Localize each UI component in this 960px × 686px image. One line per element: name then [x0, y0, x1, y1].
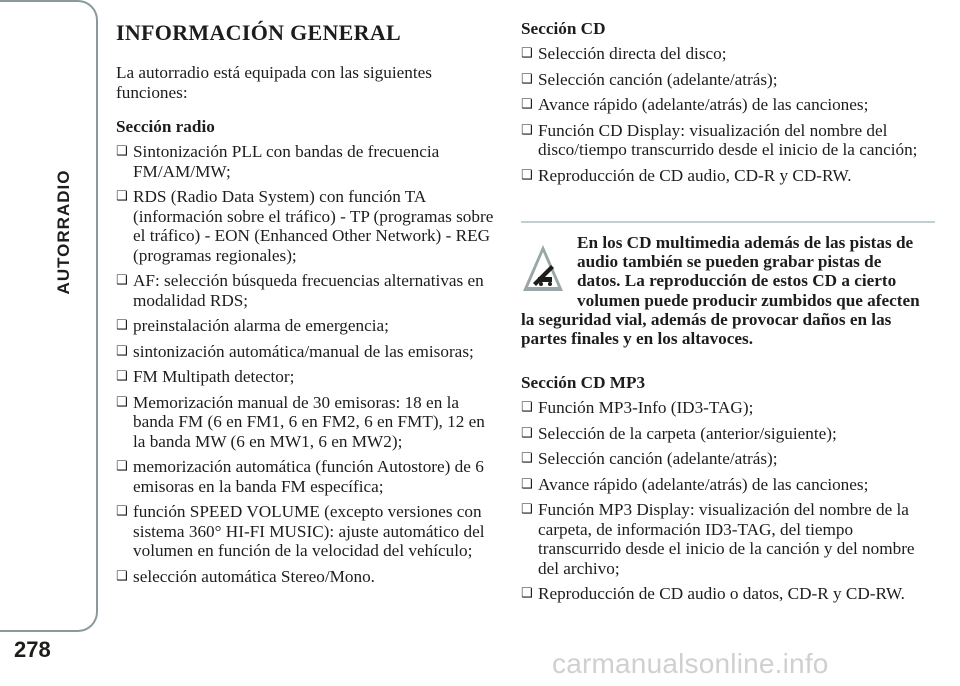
- page-title: INFORMACIÓN GENERAL: [116, 20, 401, 45]
- list-item: ❑ Avance rápido (adelante/atrás) de las canciones;: [521, 95, 921, 115]
- list-item: ❑ Función MP3-Info (ID3-TAG);: [521, 398, 921, 418]
- list-item: ❑ Función MP3 Display: visualización del nombre de la carpeta, de información ID3-TAG, del tiempo transcurrido desde el inicio de la canción y del nombre del archivo;: [521, 500, 921, 578]
- list-item: ❑ RDS (Radio Data System) con función TA (información sobre el tráfico) - TP (programas sobre el tráfico) - EON (Enhanced Other Network) - REG (programas regionales);: [116, 187, 500, 265]
- list-item: ❑ Selección de la carpeta (anterior/siguiente);: [521, 424, 921, 444]
- chapter-label-text: AUTORRADIO: [54, 169, 73, 295]
- list-item: ❑ Memorización manual de 30 emisoras: 18 en la banda FM (6 en FM1, 6 en FM2, 6 en FMT), 12 en la banda MW (6 en MW1, 6 en MW2);: [116, 393, 500, 452]
- intro-paragraph: La autorradio está equipada con las siguientes funciones:: [116, 63, 432, 102]
- left-column: [116, 18, 500, 592]
- cd-feature-list: [521, 44, 921, 185]
- list-item: ❑ AF: selección búsqueda frecuencias alternativas en modalidad RDS;: [116, 271, 500, 310]
- radio-section-heading: Sección radio: [116, 117, 215, 136]
- warning-triangle-icon: [521, 243, 565, 295]
- list-item: ❑ Función CD Display: visualización del nombre del disco/tiempo transcurrido desde el inicio de la canción;: [521, 121, 921, 160]
- list-item: ❑ Sintonización PLL con bandas de frecuencia FM/AM/MW;: [116, 142, 500, 181]
- mp3-feature-list: [521, 398, 921, 604]
- list-item: ❑ función SPEED VOLUME (excepto versiones con sistema 360° HI-FI MUSIC): ajuste automático del volumen en función de la velocidad del vehículo;: [116, 502, 500, 561]
- radio-feature-list: [116, 142, 500, 586]
- list-item: ❑ sintonización automática/manual de las emisoras;: [116, 342, 500, 362]
- list-item: ❑ Reproducción de CD audio o datos, CD-R y CD-RW.: [521, 584, 921, 604]
- warning-text: En los CD multimedia además de las pistas de audio también se pueden grabar pistas de datos. La reproducción de estos CD a cierto volumen puede producir zumbidos que afecten la seguridad vial, además de provocar daños en las partes finales y en los altavoces.: [521, 233, 920, 349]
- list-item: ❑ memorización automática (función Autostore) de 6 emisoras en la banda FM específica;: [116, 457, 500, 496]
- cd-section-heading: Sección CD: [521, 19, 606, 38]
- warning-divider: [521, 221, 935, 223]
- list-item: ❑ Reproducción de CD audio, CD-R y CD-RW.: [521, 166, 921, 186]
- watermark: carmanualsonline.info: [552, 648, 829, 679]
- warning-box: [521, 233, 921, 348]
- list-item: ❑ Selección canción (adelante/atrás);: [521, 449, 921, 469]
- chapter-side-tab: [0, 0, 98, 632]
- list-item: ❑ FM Multipath detector;: [116, 367, 500, 387]
- mp3-section-heading: Sección CD MP3: [521, 373, 646, 393]
- page-number: 278: [14, 637, 51, 662]
- list-item: ❑ Selección directa del disco;: [521, 44, 921, 64]
- list-item: ❑ preinstalación alarma de emergencia;: [116, 316, 500, 336]
- right-column: [521, 18, 921, 610]
- list-item: ❑ selección automática Stereo/Mono.: [116, 567, 500, 587]
- list-item: ❑ Selección canción (adelante/atrás);: [521, 70, 921, 90]
- list-item: ❑ Avance rápido (adelante/atrás) de las canciones;: [521, 475, 921, 495]
